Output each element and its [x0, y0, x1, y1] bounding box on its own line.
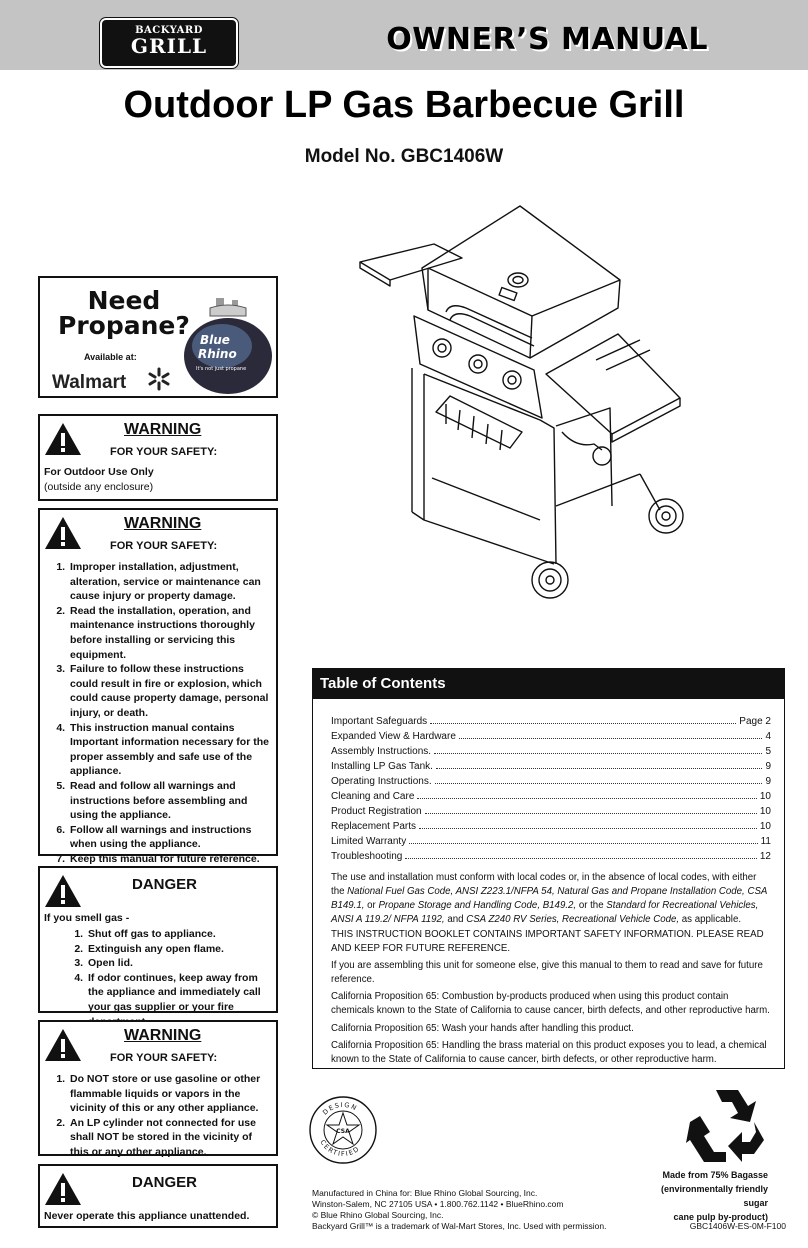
list-item: 6. Follow all warnings and instructions when using the appliance. — [68, 823, 272, 852]
warning-heading: WARNING — [124, 515, 202, 532]
toc-row — [331, 803, 771, 817]
codes-text: or the — [578, 900, 604, 911]
recycle-icon — [686, 1086, 768, 1164]
mfg-line: Backyard Grill™ is a trademark of Wal-Mart Stores, Inc. Used with permission. — [312, 1221, 607, 1231]
propane-tank-image — [180, 296, 276, 396]
toc-label: Replacement Parts — [331, 821, 417, 832]
page-title: Outdoor LP Gas Barbecue Grill — [123, 84, 685, 126]
tank-brand-line1: Blue — [200, 333, 230, 347]
propane-headline — [58, 288, 190, 338]
warning-triangle-icon — [44, 874, 82, 908]
bagasse-note — [640, 1168, 768, 1224]
list-item: 3. Open lid. — [86, 956, 272, 971]
mfg-line: Manufactured in China for: Blue Rhino Global Sourcing, Inc. — [312, 1188, 538, 1198]
warning-triangle-icon — [44, 1028, 82, 1062]
codes-text: The use and installation must conform with local codes or, in the absence of local codes, with either the — [331, 872, 757, 897]
prop65-paragraph-1: California Proposition 65: Combustion by-products produced when using this product contain chemicals known to the State of California to cause cancer, birth defects, and other reproductive harm. — [331, 991, 770, 1016]
toc-row — [331, 728, 771, 742]
codes-text: as applicable. — [681, 914, 742, 925]
booklet-paragraph: THIS INSTRUCTION BOOKLET CONTAINS IMPORTANT SAFETY INFORMATION. PLEASE READ AND KEEP FOR FUTURE REFERENCE. — [331, 929, 764, 954]
danger-intro: If you smell gas - — [44, 912, 130, 924]
walmart-logo: Walmart — [52, 372, 127, 393]
warning-subheading: FOR YOUR SAFETY: — [110, 540, 218, 552]
toc-label: Cleaning and Care — [331, 791, 415, 802]
mfg-line: © Blue Rhino Global Sourcing, Inc. — [312, 1210, 444, 1220]
toc-row — [331, 848, 771, 862]
danger-heading: DANGER — [132, 876, 198, 893]
toc-label: Product Registration — [331, 806, 422, 817]
list-item: 2. An LP cylinder not connected for use shall NOT be stored in the vicinity of this or any other appliance. — [68, 1116, 272, 1160]
model-number: Model No. GBC1406W — [304, 146, 504, 167]
toc-row — [331, 818, 771, 832]
danger-text: Never operate this appliance unattended. — [44, 1210, 250, 1222]
manufacturer-info — [312, 1188, 606, 1232]
toc-label: Important Safeguards — [331, 716, 428, 727]
tank-brand-line2: Rhino — [198, 347, 237, 361]
toc-page: 9 — [765, 761, 771, 772]
list-item: 7. Keep this manual for future reference. — [68, 852, 272, 867]
toc-page: Page 2 — [739, 716, 771, 727]
toc-label: Operating Instructions. — [331, 776, 432, 787]
tank-tagline: It's not just propane — [196, 366, 247, 372]
bagasse-line: cane pulp by-product) — [673, 1212, 768, 1222]
toc-page: 10 — [759, 791, 771, 802]
list-item: 1. Shut off gas to appliance. — [86, 927, 272, 942]
danger-heading: DANGER — [132, 1174, 198, 1191]
toc-label: Assembly Instructions. — [331, 746, 432, 757]
warning-installation-box — [38, 508, 278, 865]
propane-headline-line2: Propane? — [58, 311, 190, 340]
assembling-paragraph: If you are assembling this unit for someone else, give this manual to them to read and save for future reference. — [331, 960, 763, 985]
toc-row — [331, 833, 771, 847]
toc-row — [331, 758, 771, 772]
warning-triangle-icon — [44, 422, 82, 456]
toc-row — [331, 773, 771, 787]
bagasse-line: (environmentally friendly sugar — [660, 1184, 768, 1208]
warning-list — [46, 1072, 272, 1160]
manual-title: OWNER’S MANUAL — [386, 22, 708, 57]
mfg-line: Winston-Salem, NC 27105 USA • 1.800.762.1142 • BlueRhino.com — [312, 1199, 564, 1209]
outdoor-use-text: For Outdoor Use Only — [44, 466, 154, 478]
grill-illustration — [350, 198, 690, 608]
toc-row — [331, 713, 771, 727]
toc-label: Expanded View & Hardware — [331, 731, 456, 742]
backyard-grill-logo — [100, 18, 238, 68]
list-item: 1. Do NOT store or use gasoline or other flammable liquids or vapors in the vicinity of this or any other appliance. — [68, 1072, 272, 1116]
available-at-label: Available at: — [84, 352, 137, 362]
danger-unattended-box — [38, 1164, 278, 1228]
toc-label: Installing LP Gas Tank. — [331, 761, 433, 772]
list-item: 3. Failure to follow these instructions could result in fire or explosion, which could cause property damage, personal injury, or death. — [68, 662, 272, 720]
toc-label: Troubleshooting — [331, 851, 403, 862]
document-code: GBC1406W-ES-0M-F100 — [689, 1221, 786, 1231]
logo-line1: BACKYARD — [135, 25, 203, 36]
warning-heading: WARNING — [124, 1027, 202, 1044]
toc-page: 11 — [760, 836, 771, 847]
toc-label: Limited Warranty — [331, 836, 407, 847]
propane-headline-line1: Need — [87, 286, 161, 315]
prop65-paragraph-2: California Proposition 65: Wash your hands after handling this product. — [331, 1023, 634, 1034]
warning-heading: WARNING — [124, 421, 202, 438]
toc-page: 9 — [765, 776, 771, 787]
warning-outdoor-box — [38, 414, 278, 501]
logo-line2: GRILL — [130, 34, 208, 58]
toc-page: 4 — [765, 731, 771, 742]
table-of-contents — [312, 668, 785, 1069]
list-item: 4. If odor continues, keep away from the appliance and immediately call your gas supplier or your fire — [86, 971, 272, 1029]
codes-text: Standard for Recreational Vehicles, ANSI A 119.2/ — [331, 900, 759, 925]
list-item: 2. Read the installation, operation, and maintenance instructions thoroughly before installing or servicing this equipment. — [68, 604, 272, 662]
warning-subheading: FOR YOUR SAFETY: — [110, 446, 218, 458]
list-item: 5. Read and follow all warnings and instructions before assembling and using the appliance. — [68, 779, 272, 823]
codes-text: Propane Storage and Handling Code, B149.2, — [378, 900, 577, 911]
toc-row — [331, 743, 771, 757]
bagasse-line: Made from 75% Bagasse — [662, 1170, 768, 1180]
propane-ad-box — [38, 276, 278, 398]
codes-text: and — [447, 914, 464, 925]
codes-text: or — [367, 900, 376, 911]
codes-text: NFPA 1192, — [393, 914, 445, 925]
toc-heading: Table of Contents — [313, 669, 784, 699]
design-certified-seal — [308, 1095, 378, 1165]
warning-flammables-box — [38, 1020, 278, 1156]
seal-bottom-text: CERTIFIED — [318, 1138, 362, 1159]
seal-top-text: DESIGN — [321, 1100, 360, 1117]
seal-center-text: CSA — [336, 1128, 350, 1135]
prop65-paragraph-3: California Proposition 65: Handling the brass material on this product exposes you to lead, a chemical known to the State of California to cause cancer, birth defects, or other reproductive harm. — [331, 1040, 767, 1065]
warning-triangle-icon — [44, 1172, 82, 1206]
warning-list — [46, 560, 272, 866]
list-item: 2. Extinguish any open flame. — [86, 942, 272, 957]
danger-gas-box — [38, 866, 278, 1013]
list-item: 1. Improper installation, adjustment, alteration, service or maintenance can cause injury or property damage. — [68, 560, 272, 604]
toc-page: 5 — [765, 746, 771, 757]
list-item: 4. This instruction manual contains Important information necessary for the proper assembly and safe use of the appliance. — [68, 721, 272, 779]
toc-page: 10 — [759, 821, 771, 832]
danger-list — [46, 927, 272, 1029]
codes-paragraph — [331, 871, 771, 927]
walmart-spark-icon — [146, 366, 172, 392]
toc-row — [331, 788, 771, 802]
outside-enclosure-text: (outside any enclosure) — [44, 481, 154, 493]
codes-text: CSA Z240 RV Series, Recreational Vehicle Code, — [466, 914, 680, 925]
warning-subheading: FOR YOUR SAFETY: — [110, 1052, 218, 1064]
warning-triangle-icon — [44, 516, 82, 550]
toc-page: 12 — [759, 851, 771, 862]
codes-text: National Fuel Gas Code, ANSI Z223.1/NFPA 54, Natural Gas and Propane Installation Code, CSA B149.1, — [331, 886, 768, 911]
toc-page: 10 — [759, 806, 771, 817]
